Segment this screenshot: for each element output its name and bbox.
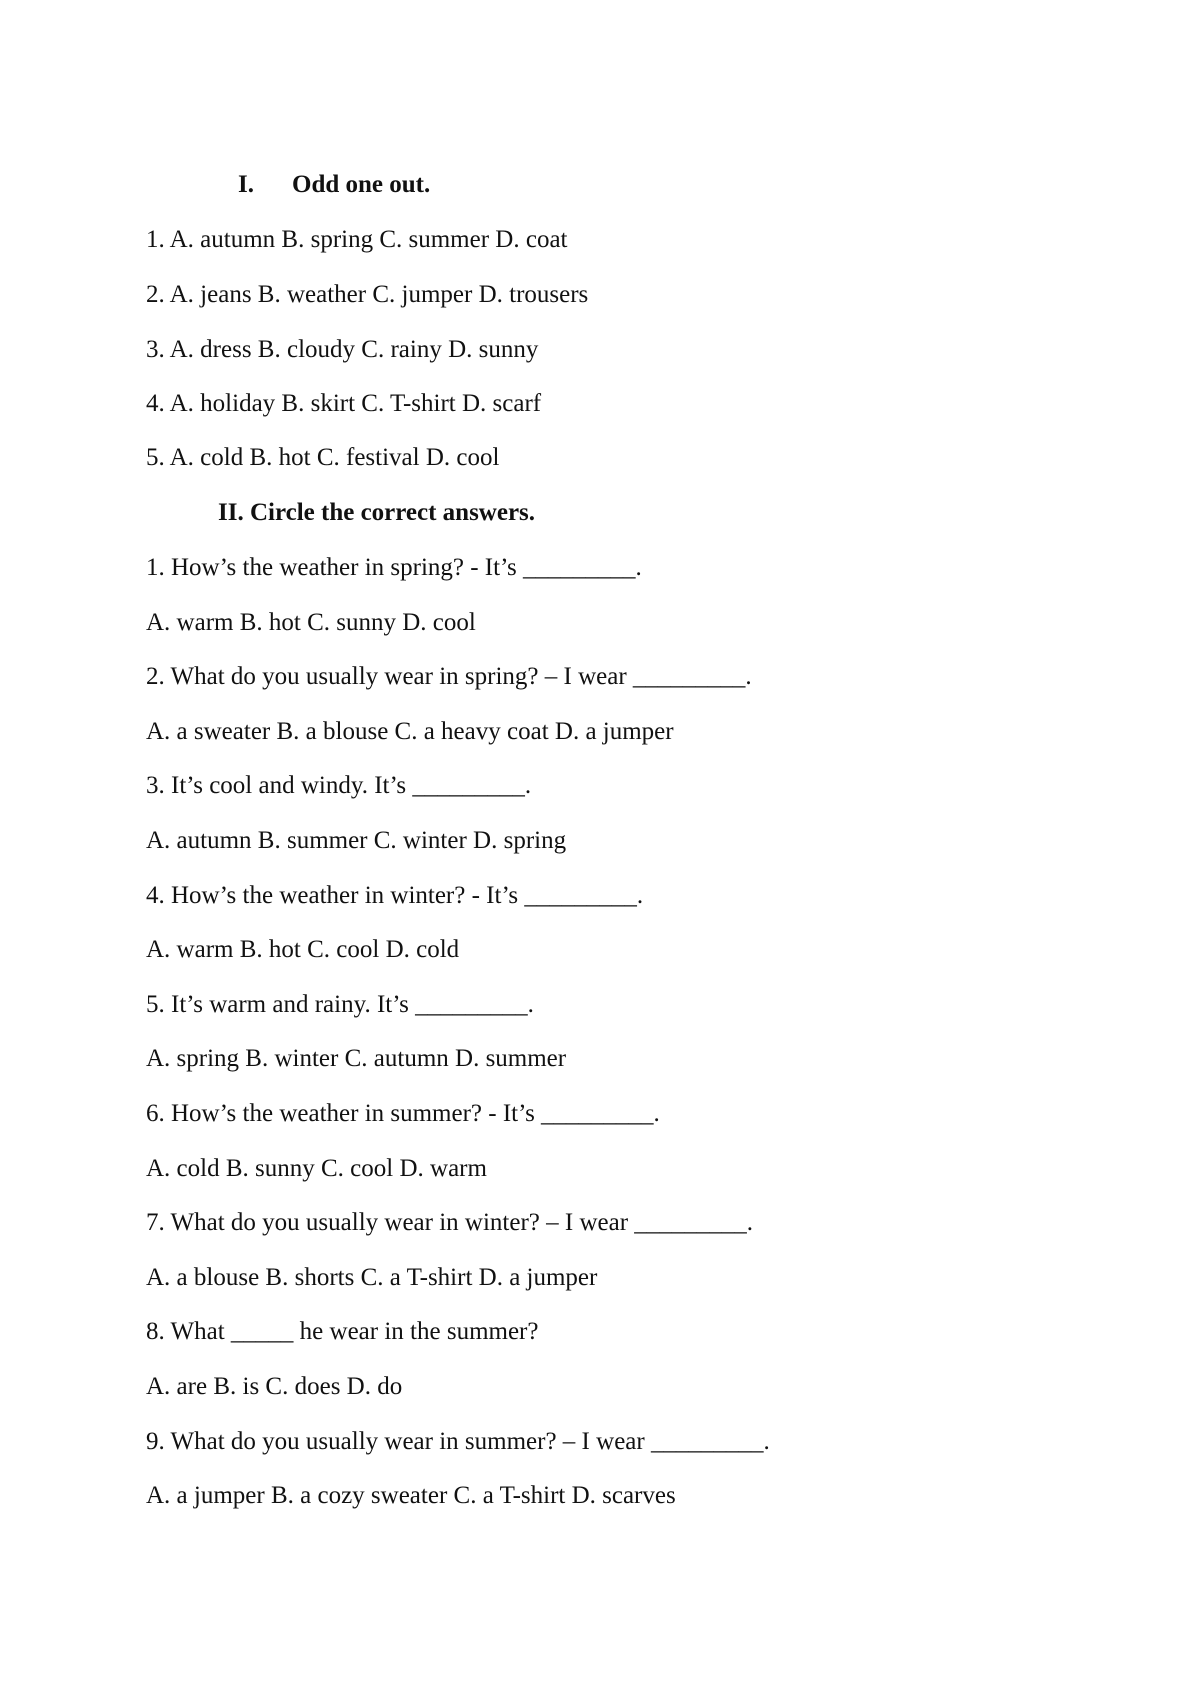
options-3: A. autumn B. summer C. winter D. spring	[146, 827, 567, 854]
options-2: A. a sweater B. a blouse C. a heavy coat D. a jumper	[146, 718, 674, 745]
section1-heading	[238, 170, 430, 200]
question-1: 1. How’s the weather in spring? - It’s _________.	[146, 554, 642, 581]
section1-numeral: I.	[238, 171, 254, 198]
section1-title: Odd one out.	[292, 171, 431, 198]
odd-item-2: 2. A. jeans B. weather C. jumper D. trousers	[146, 281, 589, 308]
odd-item-1: 1. A. autumn B. spring C. summer D. coat	[146, 226, 568, 253]
question-8: 8. What _____ he wear in the summer?	[146, 1318, 539, 1345]
question-7: 7. What do you usually wear in winter? – I wear _________.	[146, 1209, 754, 1236]
options-4: A. warm B. hot C. cool D. cold	[146, 936, 460, 963]
question-9: 9. What do you usually wear in summer? – I wear _________.	[146, 1428, 770, 1455]
options-1: A. warm B. hot C. sunny D. cool	[146, 609, 476, 636]
options-7: A. a blouse B. shorts C. a T-shirt D. a jumper	[146, 1264, 598, 1291]
question-3: 3. It’s cool and windy. It’s _________.	[146, 772, 532, 799]
options-8: A. are B. is C. does D. do	[146, 1373, 403, 1400]
question-2: 2. What do you usually wear in spring? – I wear _________.	[146, 663, 752, 690]
options-6: A. cold B. sunny C. cool D. warm	[146, 1155, 487, 1182]
odd-item-5: 5. A. cold B. hot C. festival D. cool	[146, 444, 500, 471]
options-5: A. spring B. winter C. autumn D. summer	[146, 1045, 567, 1072]
odd-item-3: 3. A. dress B. cloudy C. rainy D. sunny	[146, 336, 539, 363]
section2-heading: II. Circle the correct answers.	[218, 499, 536, 526]
options-9: A. a jumper B. a cozy sweater C. a T-shirt D. scarves	[146, 1482, 676, 1509]
odd-item-4: 4. A. holiday B. skirt C. T-shirt D. scarf	[146, 390, 542, 417]
question-5: 5. It’s warm and rainy. It’s _________.	[146, 991, 534, 1018]
question-4: 4. How’s the weather in winter? - It’s _________.	[146, 882, 644, 909]
question-6: 6. How’s the weather in summer? - It’s _________.	[146, 1100, 660, 1127]
